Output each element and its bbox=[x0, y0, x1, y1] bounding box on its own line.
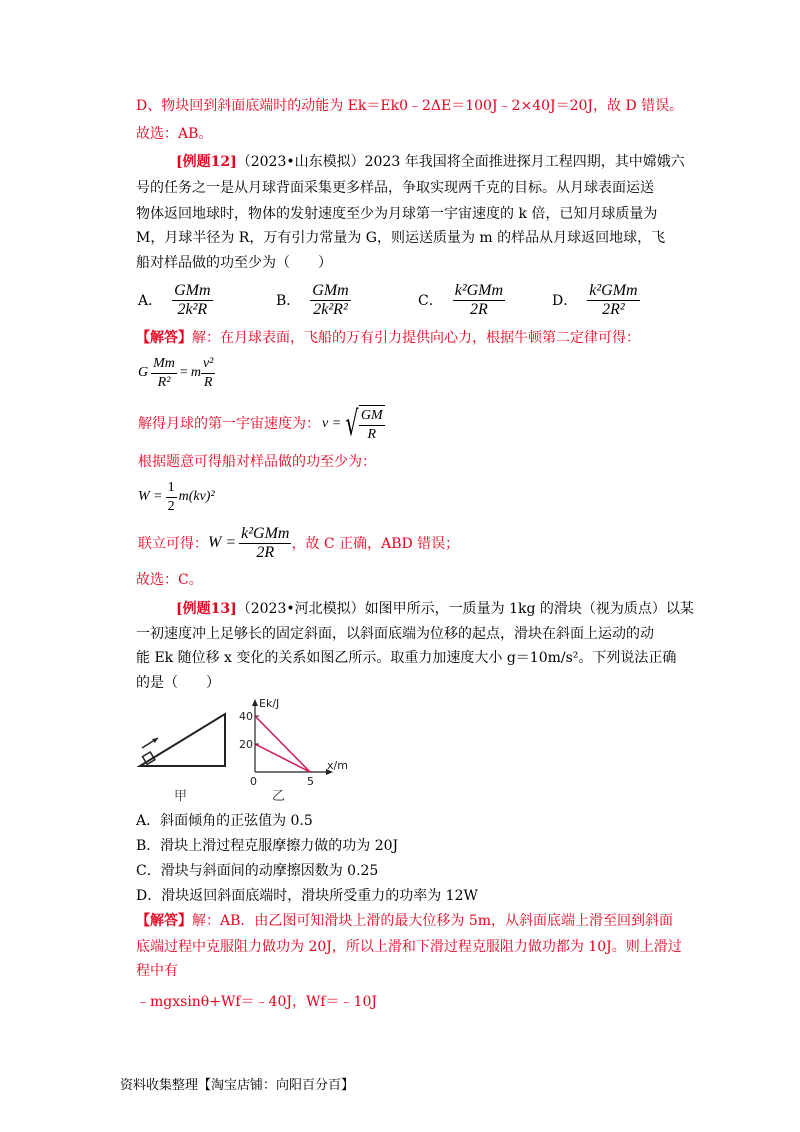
q13-tag: [例题13] bbox=[176, 601, 237, 617]
y-axis-label: Ek/J bbox=[259, 697, 280, 710]
q12-solution-tag: 【解答】 bbox=[136, 330, 192, 346]
q12-equation-2: v = √ $\frac{GM}{R}$ bbox=[322, 404, 383, 444]
q12-solution-line4: 联立可得： W = $\frac{\text{k²GMm}}{2R}$ ，故 C 正确，ABD 错误； bbox=[138, 524, 460, 561]
q13-option-b: B．滑块上滑过程克服摩擦力做的功为 20J bbox=[136, 838, 399, 854]
label-jia: 甲 bbox=[174, 789, 188, 804]
q12-line1 bbox=[176, 152, 685, 172]
q12-solution-line2: 解得月球的第一宇宙速度为： bbox=[138, 416, 320, 432]
q13-solution-tag: 【解答】 bbox=[136, 913, 192, 929]
q12-option-c bbox=[418, 276, 505, 324]
q13-option-d: D．滑块返回斜面底端时，滑块所受重力的功率为 12W bbox=[136, 888, 478, 904]
q13-option-a: A．斜面倾角的正弦值为 0.5 bbox=[136, 813, 313, 829]
ytick-40-label: 40 bbox=[239, 710, 253, 723]
q13-option-c: C．滑块与斜面间的动摩擦因数为 0.25 bbox=[136, 863, 379, 879]
xtick-5-label: 5 bbox=[307, 775, 314, 788]
q12-line4: M，月球半径为 R，万有引力常量为 G，则运送质量为 m 的样品从月球返回地球，飞 bbox=[136, 230, 666, 246]
prev-solution-line-d: D、物块回到斜面底端时的动能为 Ek＝Ek0﹣2ΔE＝100J﹣2×40J＝20J，故 D 错误。 bbox=[136, 98, 684, 114]
q13-line1 bbox=[176, 599, 694, 619]
q13-line1-text: （2023•河北模拟）如图甲所示，一质量为 1kg 的滑块（视为质点）以某 bbox=[236, 601, 694, 617]
q13-line2: 一初速度冲上足够长的固定斜面，以斜面底端为位移的起点，滑块在斜面上运动的动 bbox=[136, 626, 654, 642]
q12-option-d bbox=[552, 276, 640, 324]
option-d-label: D． bbox=[552, 293, 578, 309]
q13-solution-line3: 程中有 bbox=[136, 963, 178, 979]
footer-note: 资料收集整理【淘宝店铺：向阳百分百】 bbox=[120, 1078, 355, 1093]
prev-answer: 故选：AB。 bbox=[136, 126, 213, 142]
q13-solution-line1 bbox=[136, 911, 673, 931]
option-a-label: A． bbox=[138, 293, 163, 309]
q12-option-a bbox=[138, 276, 213, 324]
q13-line4: 的是（ ） bbox=[136, 675, 220, 691]
option-c-label: C． bbox=[418, 293, 443, 309]
y-axis-arrow bbox=[252, 699, 258, 706]
q12-answer: 故选：C。 bbox=[136, 572, 203, 588]
label-yi: 乙 bbox=[272, 789, 286, 804]
series-line-2 bbox=[255, 744, 310, 772]
ek-x-graph bbox=[239, 697, 348, 788]
q12-solution-text1: 解：在月球表面，飞船的万有引力提供向心力，根据牛顿第二定律可得： bbox=[192, 330, 640, 346]
q12-equation-1: G $\frac{Mm}{\text{R²}}$ = m $\frac{\text{v²}}{R}$ bbox=[138, 355, 214, 390]
option-d-fraction: $\frac{\text{k²GMm}}{\text{2R²}}$ bbox=[589, 281, 638, 318]
q13-solution-line2: 底端过程中克服阻力做功为 20J，所以上滑和下滑过程克服阻力做功都为 10J。则上滑过 bbox=[136, 939, 682, 955]
option-b-fraction: $\frac{\text{GMm}}{\text{2k²R²}}$ bbox=[312, 281, 349, 318]
q13-solution-text1: 解：AB．由乙图可知滑块上滑的最大位移为 5m，从斜面底端上滑至回到斜面 bbox=[192, 913, 674, 929]
q12-line5: 船对样品做的功至少为（ ） bbox=[136, 255, 332, 271]
incline-diagram bbox=[140, 714, 225, 766]
q12-solution-line3: 根据题意可得船对样品做的功至少为： bbox=[138, 454, 376, 470]
q12-line3: 物体返回地球时，物体的发射速度至少为月球第一宇宙速度的 k 倍，已知月球质量为 bbox=[136, 206, 658, 222]
q12-tag: [例题12] bbox=[176, 154, 237, 170]
x-axis-label: x/m bbox=[327, 759, 348, 772]
q13-solution-line4: ﹣mgxsinθ+Wf＝﹣40J，Wf＝﹣10J bbox=[136, 994, 377, 1010]
option-c-fraction: $\frac{\text{k²GMm}}{2R}$ bbox=[454, 281, 504, 318]
option-b-label: B． bbox=[276, 293, 301, 309]
series-line-1 bbox=[255, 716, 310, 772]
q12-equation-3: W = $\frac{1}{2}$ m(kv)² bbox=[138, 479, 215, 514]
q13-figure bbox=[130, 696, 350, 806]
q13-line3: 能 Ek 随位移 x 变化的关系如图乙所示。取重力加速度大小 g＝10m/s²。下列说法正确 bbox=[136, 650, 677, 666]
ytick-20-label: 20 bbox=[239, 738, 253, 751]
q12-solution-line1 bbox=[136, 328, 640, 348]
option-a-fraction: $\frac{\text{GMm}}{\text{2k²R}}$ bbox=[174, 281, 211, 318]
q12-option-b bbox=[276, 276, 351, 324]
xtick-0-label: 0 bbox=[250, 775, 257, 788]
q12-line1-text: （2023•山东模拟）2023 年我国将全面推进探月工程四期，其中嫦娥六 bbox=[236, 154, 685, 170]
q12-line2: 号的任务之一是从月球背面采集更多样品，争取实现两千克的目标。从月球表面运送 bbox=[136, 180, 654, 196]
